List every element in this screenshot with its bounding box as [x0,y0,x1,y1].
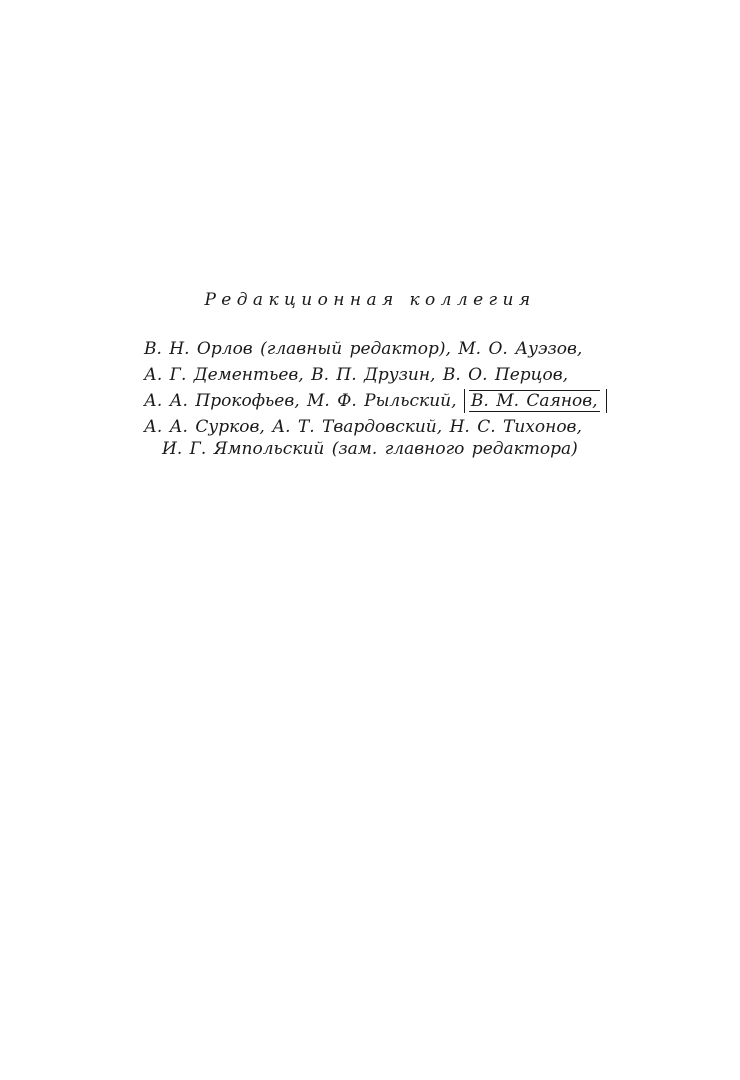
framed-name: В. М. Саянов, [470,391,598,411]
board-line-1: В. Н. Орлов (главный редактор), М. О. Ауэзов, [144,339,583,359]
board-line-2: А. Г. Дементьев, В. П. Друзин, В. О. Перцов, [144,365,569,385]
board-line-3 [144,388,607,415]
memorial-frame [464,389,607,413]
editorial-board-heading: Редакционная коллегия [204,290,536,310]
board-line-3-text: А. А. Прокофьев, М. Ф. Рыльский, [144,391,457,411]
board-line-4: А. А. Сурков, А. Т. Твардовский, Н. С. Тихонов, [144,417,582,437]
board-line-5: И. Г. Ямпольский (зам. главного редактора) [162,439,578,459]
